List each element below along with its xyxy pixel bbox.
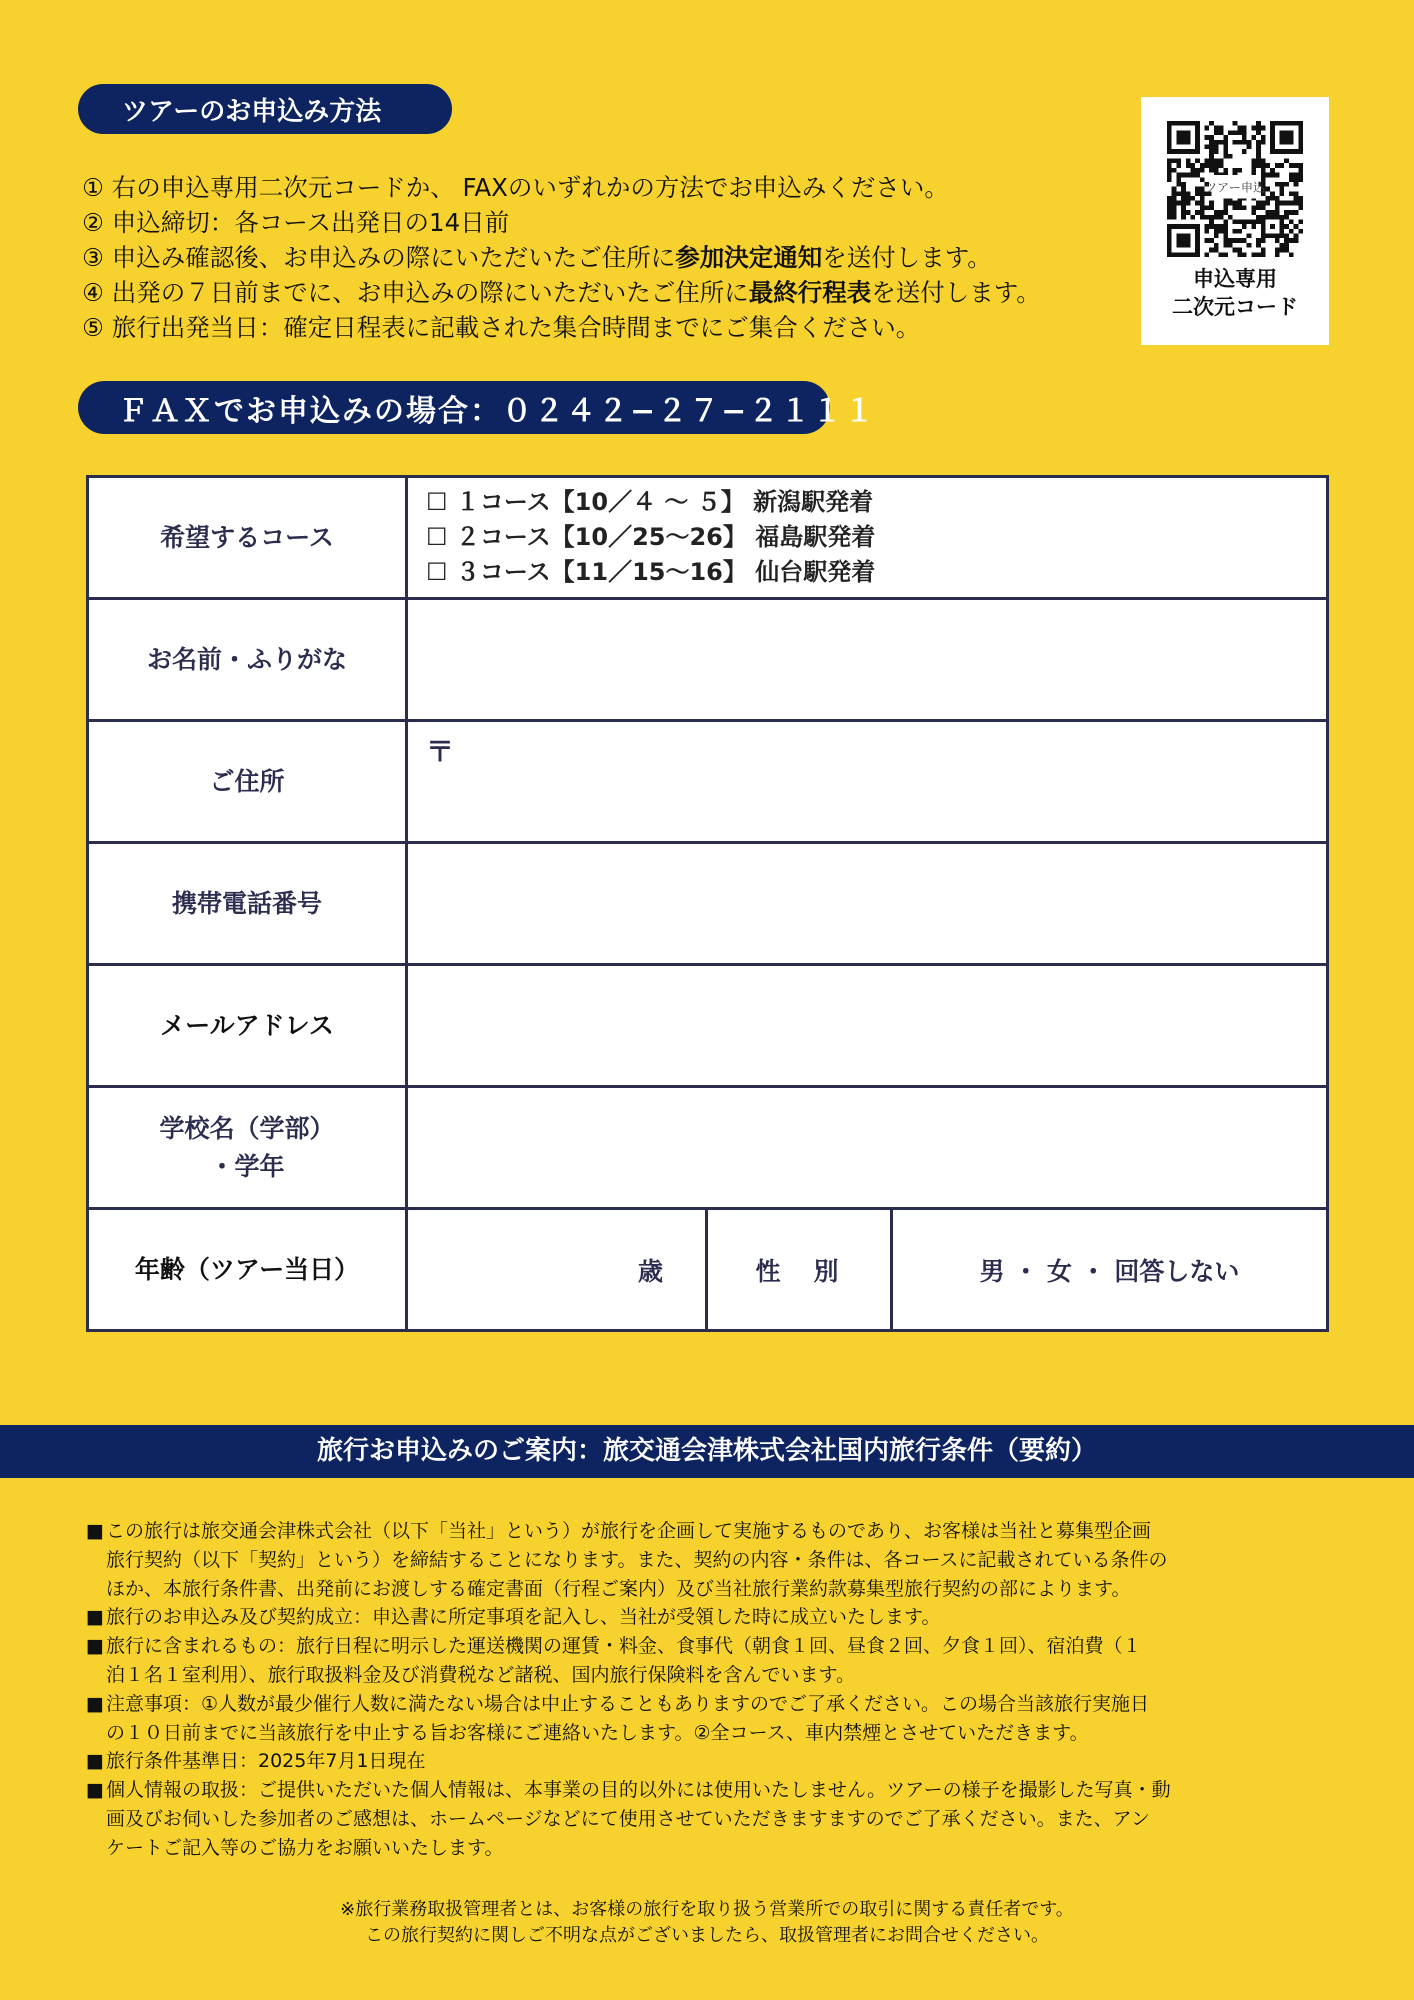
sex-label: 性 別 <box>707 1209 892 1331</box>
address-field[interactable] <box>407 721 1328 843</box>
qr-code-icon[interactable] <box>1167 121 1303 257</box>
terms-list <box>86 1517 1336 1863</box>
age-unit: 歳 <box>637 1256 663 1286</box>
name-field[interactable] <box>407 599 1328 721</box>
age-label: 年齢（ツアー当日） <box>88 1209 407 1331</box>
footnote-line: ※旅行業務取扱管理者とは、お客様の旅行を取り扱う営業所での取引に関する責任者です。 <box>340 1899 1074 1920</box>
terms-item <box>86 1632 1336 1690</box>
terms-line: ほか、本旅行条件書、出発前にお渡しする確定書面（行程ご案内）及び当社旅行業約款募集型旅行契約の部によります。 <box>106 1577 1131 1600</box>
name-label: お名前・ふりがな <box>88 599 407 721</box>
terms-line: ■ 旅行に含まれるもの：旅行日程に明示した運送機関の運賃・料金、食事代（朝食１回、昼食２回、夕食１回）、宿泊費（１ <box>106 1635 1142 1658</box>
address-label: ご住所 <box>88 721 407 843</box>
terms-item <box>86 1747 1336 1776</box>
terms-line: ■ 旅行条件基準日：2025年7月1日現在 <box>106 1750 426 1773</box>
terms-item <box>86 1690 1336 1748</box>
form-row-course <box>88 477 1328 599</box>
form-row-email <box>88 965 1328 1087</box>
step-item: ⑤ 旅行出発当日：確定日程表に記載された集合時間までにご集合ください。 <box>82 313 921 342</box>
terms-line: の１０日前までに当該旅行を中止する旨お客様にご連絡いたします。②全コース、車内禁煙とさせていただきます。 <box>106 1721 1089 1744</box>
fax-heading: ＦＡＸでお申込みの場合：０２４２−２７−２１１１ <box>78 381 830 434</box>
course-option-3[interactable]: ☐ ３コース【11／15〜16】 仙台駅発着 <box>426 558 876 586</box>
course-options <box>407 477 1328 599</box>
age-field[interactable] <box>407 1209 707 1331</box>
terms-line: ■ この旅行は旅交通会津株式会社（以下「当社」という）が旅行を企画して実施するものであり、お客様は当社と募集型企画 <box>106 1520 1152 1542</box>
terms-line: 画及びお伺いした参加者のご感想は、ホームページなどにて使用させていただきますますのでご了承ください。また、アン <box>106 1807 1150 1830</box>
form-row-name <box>88 599 1328 721</box>
footnote <box>0 1897 1414 1949</box>
school-label <box>88 1087 407 1209</box>
terms-line: ■ 注意事項：①人数が最少催行人数に満たない場合は中止することもありますのでご了承ください。この場合当該旅行実施日 <box>106 1692 1150 1715</box>
form-row-phone <box>88 843 1328 965</box>
terms-heading: 旅行お申込みのご案内：旅交通会津株式会社国内旅行条件（要約） <box>0 1425 1414 1478</box>
form-row-address <box>88 721 1328 843</box>
form-row-age <box>88 1209 1328 1331</box>
qr-inner-label: ツアー申込 <box>1204 180 1266 195</box>
terms-line: ■ 旅行のお申込み及び契約成立：申込書に所定事項を記入し、当社が受領した時に成立いたします。 <box>106 1606 941 1629</box>
steps-list <box>82 170 1041 345</box>
terms-line: 旅行契約（以下「契約」という）を締結することになります。また、契約の内容・条件は、各コースに記載されている条件の <box>106 1548 1168 1571</box>
application-form <box>86 475 1329 1332</box>
phone-label: 携帯電話番号 <box>88 843 407 965</box>
step-item: ④ 出発の７日前までに、お申込みの際にいただいたご住所に最終行程表を送付します。 <box>82 278 1041 307</box>
terms-line: 泊１名１室利用）、旅行取扱料金及び消費税など諸税、国内旅行保険料を含んでいます。 <box>106 1663 855 1686</box>
phone-field[interactable] <box>407 843 1328 965</box>
course-option-1[interactable]: ☐ １コース【10／４ 〜 ５】 新潟駅発着 <box>426 488 874 516</box>
terms-item <box>86 1517 1336 1603</box>
school-label-line: 学校名（学部） <box>159 1113 335 1143</box>
terms-item <box>86 1603 1336 1632</box>
course-option-2[interactable]: ☐ ２コース【10／25〜26】 福島駅発着 <box>426 523 876 551</box>
terms-item <box>86 1776 1336 1862</box>
qr-caption <box>1141 265 1329 321</box>
footnote-line: この旅行契約に関しご不明な点がございましたら、取扱管理者にお問合せください。 <box>365 1925 1049 1946</box>
school-field[interactable] <box>407 1087 1328 1209</box>
course-label: 希望するコース <box>88 477 407 599</box>
sex-options[interactable]: 男 ・ 女 ・ 回答しない <box>892 1209 1328 1331</box>
qr-panel <box>1141 97 1329 345</box>
terms-line: ■ 個人情報の取扱：ご提供いただいた個人情報は、本事業の目的以外には使用いたしません。ツアーの様子を撮影した写真・動 <box>106 1779 1171 1802</box>
email-field[interactable] <box>407 965 1328 1087</box>
form-row-school <box>88 1087 1328 1209</box>
step-item: ② 申込締切：各コース出発日の14日前 <box>82 208 510 237</box>
school-label-line: ・学年 <box>209 1151 285 1181</box>
terms-line: ケートご記入等のご協力をお願いいたします。 <box>106 1836 504 1859</box>
email-label: メールアドレス <box>88 965 407 1087</box>
step-item: ③ 申込み確認後、お申込みの際にいただいたご住所に参加決定通知を送付します。 <box>82 243 992 272</box>
qr-caption-line: 申込専用 <box>1193 267 1277 291</box>
step-item: ① 右の申込専用二次元コードか、 FAXのいずれかの方法でお申込みください。 <box>82 173 949 202</box>
method-heading: ツアーのお申込み方法 <box>78 84 452 134</box>
zip-mark: 〒 <box>426 735 455 768</box>
qr-caption-line: 二次元コード <box>1172 295 1298 319</box>
